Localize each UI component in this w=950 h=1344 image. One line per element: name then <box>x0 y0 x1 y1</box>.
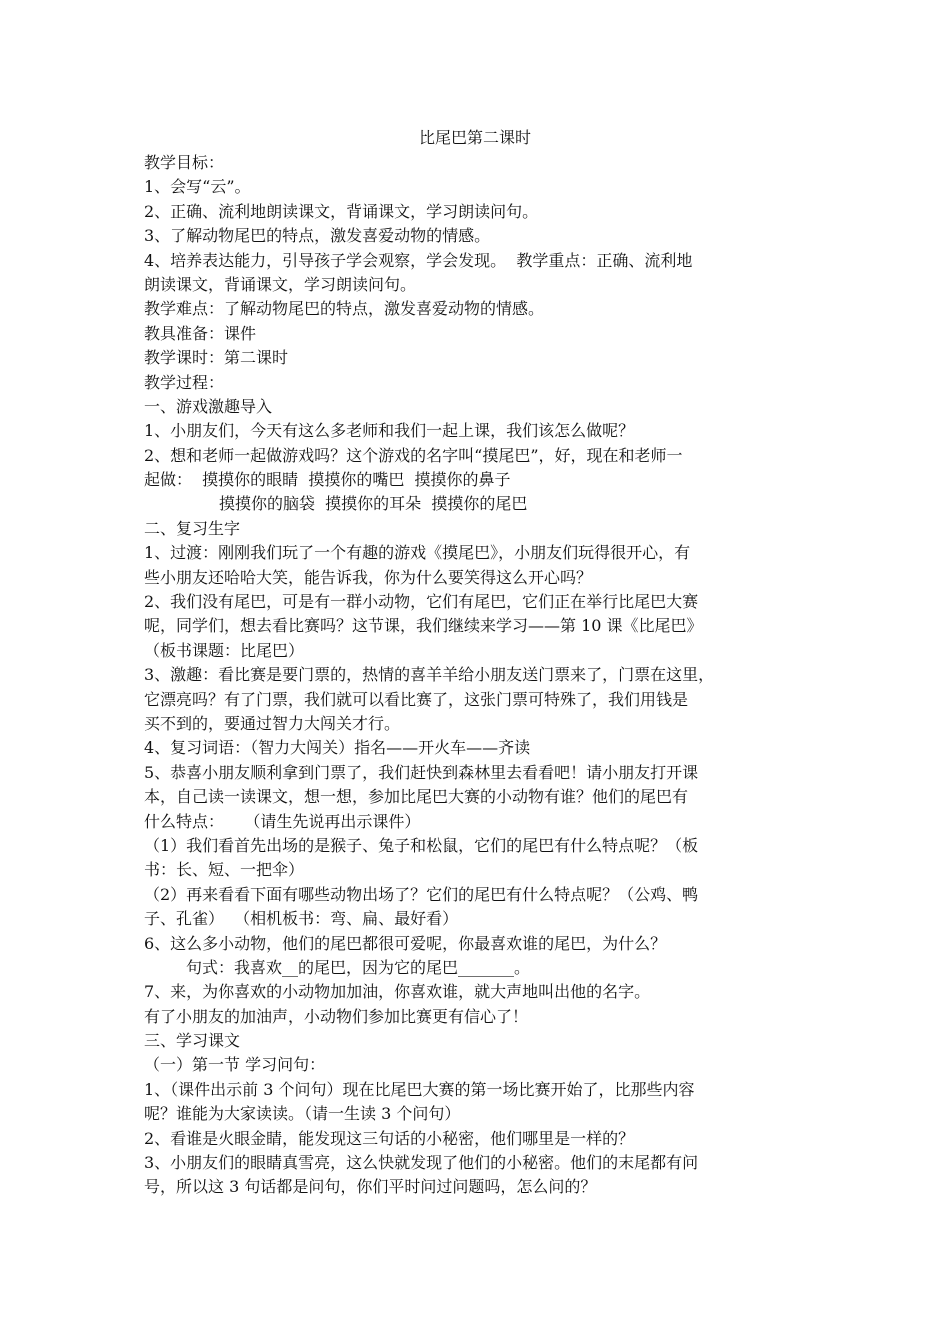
text-line: 4、培养表达能力，引导孩子学会观察，学会发现。 教学重点：正确、流利地 <box>144 250 693 270</box>
text-line-indented: 句式：我喜欢__的尾巴，因为它的尾巴_______。 <box>186 957 531 977</box>
text-line: 教学目标： <box>144 153 225 172</box>
text-line: 1、小朋友们，今天有这么多老师和我们一起上课，我们该怎么做呢？ <box>144 421 635 441</box>
text-line: 子、孔雀） （相机板书：弯、扁、最好看） <box>144 909 459 929</box>
text-line: 买不到的，要通过智力大闯关才行。 <box>144 713 401 733</box>
text-line: 它漂亮吗？有了门票，我们就可以看比赛了，这张门票可特殊了，我们用钱是 <box>144 689 689 709</box>
text-line: 教学课时：第二课时 <box>144 348 289 368</box>
text-line: 什么特点： （请生先说再出示课件） <box>144 811 421 831</box>
text-line: 教具准备：课件 <box>144 323 257 343</box>
text-line: 1、（课件出示前 3 个问句）现在比尾巴大赛的第一场比赛开始了，比那些内容 <box>144 1079 695 1099</box>
text-line: 1、会写“云”。 <box>144 177 251 197</box>
text-line: 教学过程： <box>144 372 225 392</box>
text-line: 朗读课文，背诵课文，学习朗读问句。 <box>144 274 417 294</box>
text-line-indented: 摸摸你的脑袋 摸摸你的耳朵 摸摸你的尾巴 <box>219 494 528 514</box>
text-line: 号，所以这 3 句话都是问句，你们平时问过问题吗，怎么问的？ <box>144 1177 597 1197</box>
text-line: （1）我们看首先出场的是猴子、兔子和松鼠，它们的尾巴有什么特点呢？（板 <box>144 835 699 855</box>
text-line: 教学难点：了解动物尾巴的特点，激发喜爱动物的情感。 <box>144 299 545 319</box>
text-line: 3、激趣：看比赛是要门票的，热情的喜羊羊给小朋友送门票来了，门票在这里， <box>144 665 715 685</box>
text-line: 6、这么多小动物，他们的尾巴都很可爱呢，你最喜欢谁的尾巴，为什么？ <box>144 933 667 953</box>
text-line: （板书课题：比尾巴） <box>144 640 305 660</box>
text-line: 有了小朋友的加油声，小动物们参加比赛更有信心了！ <box>144 1006 529 1026</box>
subsection-heading: （一）第一节 学习问句： <box>144 1055 326 1075</box>
text-line: 呢？谁能为大家读读。（请一生读 3 个问句） <box>144 1104 461 1124</box>
text-line: 1、过渡：刚刚我们玩了一个有趣的游戏《摸尾巴》，小朋友们玩得很开心，有 <box>144 543 691 563</box>
text-line: 2、正确、流利地朗读课文，背诵课文，学习朗读问句。 <box>144 201 539 221</box>
section-heading: 二、复习生字 <box>144 518 241 538</box>
text-line: 2、想和老师一起做游戏吗？这个游戏的名字叫“摸尾巴”，好，现在和老师一 <box>144 445 683 465</box>
text-line: （2）再来看看下面有哪些动物出场了？它们的尾巴有什么特点呢？（公鸡、鸭 <box>144 884 699 904</box>
text-line: 2、我们没有尾巴，可是有一群小动物，它们有尾巴，它们正在举行比尾巴大赛 <box>144 592 699 612</box>
section-heading: 三、学习课文 <box>144 1031 241 1051</box>
text-line: 2、看谁是火眼金睛，能发现这三句话的小秘密，他们哪里是一样的？ <box>144 1128 635 1148</box>
document-title: 比尾巴第二课时 <box>418 128 531 147</box>
section-heading: 一、游戏激趣导入 <box>144 396 273 416</box>
text-line: 5、恭喜小朋友顺利拿到门票了，我们赶快到森林里去看看吧！请小朋友打开课 <box>144 762 699 782</box>
text-line: 4、复习词语：（智力大闯关）指名——开火车——齐读 <box>144 738 531 758</box>
text-line: 7、来，为你喜欢的小动物加加油，你喜欢谁，就大声地叫出他的名字。 <box>144 982 651 1002</box>
text-line: 3、了解动物尾巴的特点，激发喜爱动物的情感。 <box>144 226 491 246</box>
text-line: 书：长、短、一把伞） <box>144 860 305 880</box>
text-line: 本，自己读一读课文，想一想，参加比尾巴大赛的小动物有谁？他们的尾巴有 <box>144 787 689 807</box>
text-line: 些小朋友还哈哈大笑，能告诉我，你为什么要笑得这么开心吗？ <box>144 567 593 587</box>
text-line: 起做： 摸摸你的眼睛 摸摸你的嘴巴 摸摸你的鼻子 <box>144 470 511 490</box>
text-line: 3、小朋友们的眼睛真雪亮，这么快就发现了他们的小秘密。他们的末尾都有问 <box>144 1153 699 1173</box>
document-body <box>144 151 824 1200</box>
text-line: 呢，同学们，想去看比赛吗？这节课，我们继续来学习——第 10 课《比尾巴》 <box>144 616 703 636</box>
